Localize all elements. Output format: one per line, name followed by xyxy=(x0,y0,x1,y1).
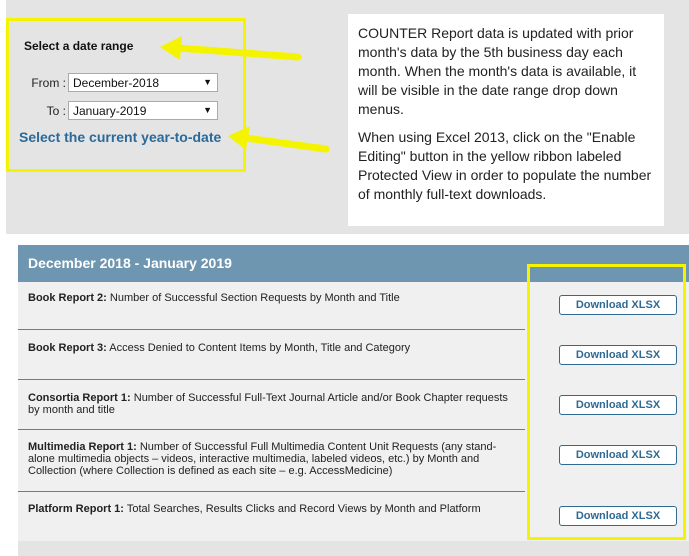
bottom-strip xyxy=(18,541,689,556)
report-name: Multimedia Report 1: xyxy=(28,441,137,453)
from-date-select[interactable] xyxy=(68,73,218,92)
report-name: Platform Report 1: xyxy=(28,503,124,515)
to-date-select[interactable] xyxy=(68,101,218,120)
info-paragraph-1: COUNTER Report data is updated with prior month's data by the 5th business day each month. When the month's data is available, it will be visible in the date range drop down menus. xyxy=(358,25,637,117)
from-date-value: December-2018 xyxy=(73,76,160,90)
report-name: Book Report 3: xyxy=(28,342,107,354)
row-divider xyxy=(18,491,525,492)
report-row-platform-1 xyxy=(28,503,518,515)
info-panel xyxy=(348,14,664,226)
reports-header: December 2018 - January 2019 xyxy=(18,245,689,282)
download-multimedia-report-1-button[interactable]: Download XLSX xyxy=(559,445,677,465)
download-consortia-report-1-button[interactable]: Download XLSX xyxy=(559,395,677,415)
report-row-book-3 xyxy=(28,342,518,354)
report-row-multimedia-1 xyxy=(28,441,518,477)
report-description: Number of Successful Full Multimedia Content Unit Requests (any stand-alone multimedia objects – videos, interactive multimedia, labeled videos, etc.) by Month and Collection (where Collection is defined as each site – e.g. AccessMedicine) xyxy=(28,441,497,477)
to-label: To : xyxy=(46,104,66,118)
download-book-report-3-button[interactable]: Download XLSX xyxy=(559,345,677,365)
report-row-consortia-1 xyxy=(28,392,518,416)
report-description: Total Searches, Results Clicks and Record Views by Month and Platform xyxy=(126,503,481,515)
download-book-report-2-button[interactable]: Download XLSX xyxy=(559,295,677,315)
download-platform-report-1-button[interactable]: Download XLSX xyxy=(559,506,677,526)
row-divider xyxy=(18,379,525,380)
info-paragraph-2: When using Excel 2013, click on the "Enable Editing" button in the yellow ribbon labeled Protected View in order to populate the number of monthly full-text downloads. xyxy=(358,129,652,202)
report-description: Number of Successful Full-Text Journal Article and/or Book Chapter requests by month and title xyxy=(28,392,508,416)
report-description: Access Denied to Content Items by Month, Title and Category xyxy=(109,342,411,354)
date-range-title: Select a date range xyxy=(24,39,134,53)
report-description: Number of Successful Section Requests by Month and Title xyxy=(109,292,400,304)
year-to-date-link[interactable]: Select the current year-to-date xyxy=(19,129,222,145)
report-name: Consortia Report 1: xyxy=(28,392,131,404)
chevron-down-icon: ▼ xyxy=(203,105,212,115)
row-divider xyxy=(18,329,525,330)
report-row-book-2 xyxy=(28,292,518,304)
report-name: Book Report 2: xyxy=(28,292,107,304)
chevron-down-icon: ▼ xyxy=(203,77,212,87)
from-label: From : xyxy=(31,76,66,90)
to-date-value: January-2019 xyxy=(73,104,147,118)
row-divider xyxy=(18,429,525,430)
